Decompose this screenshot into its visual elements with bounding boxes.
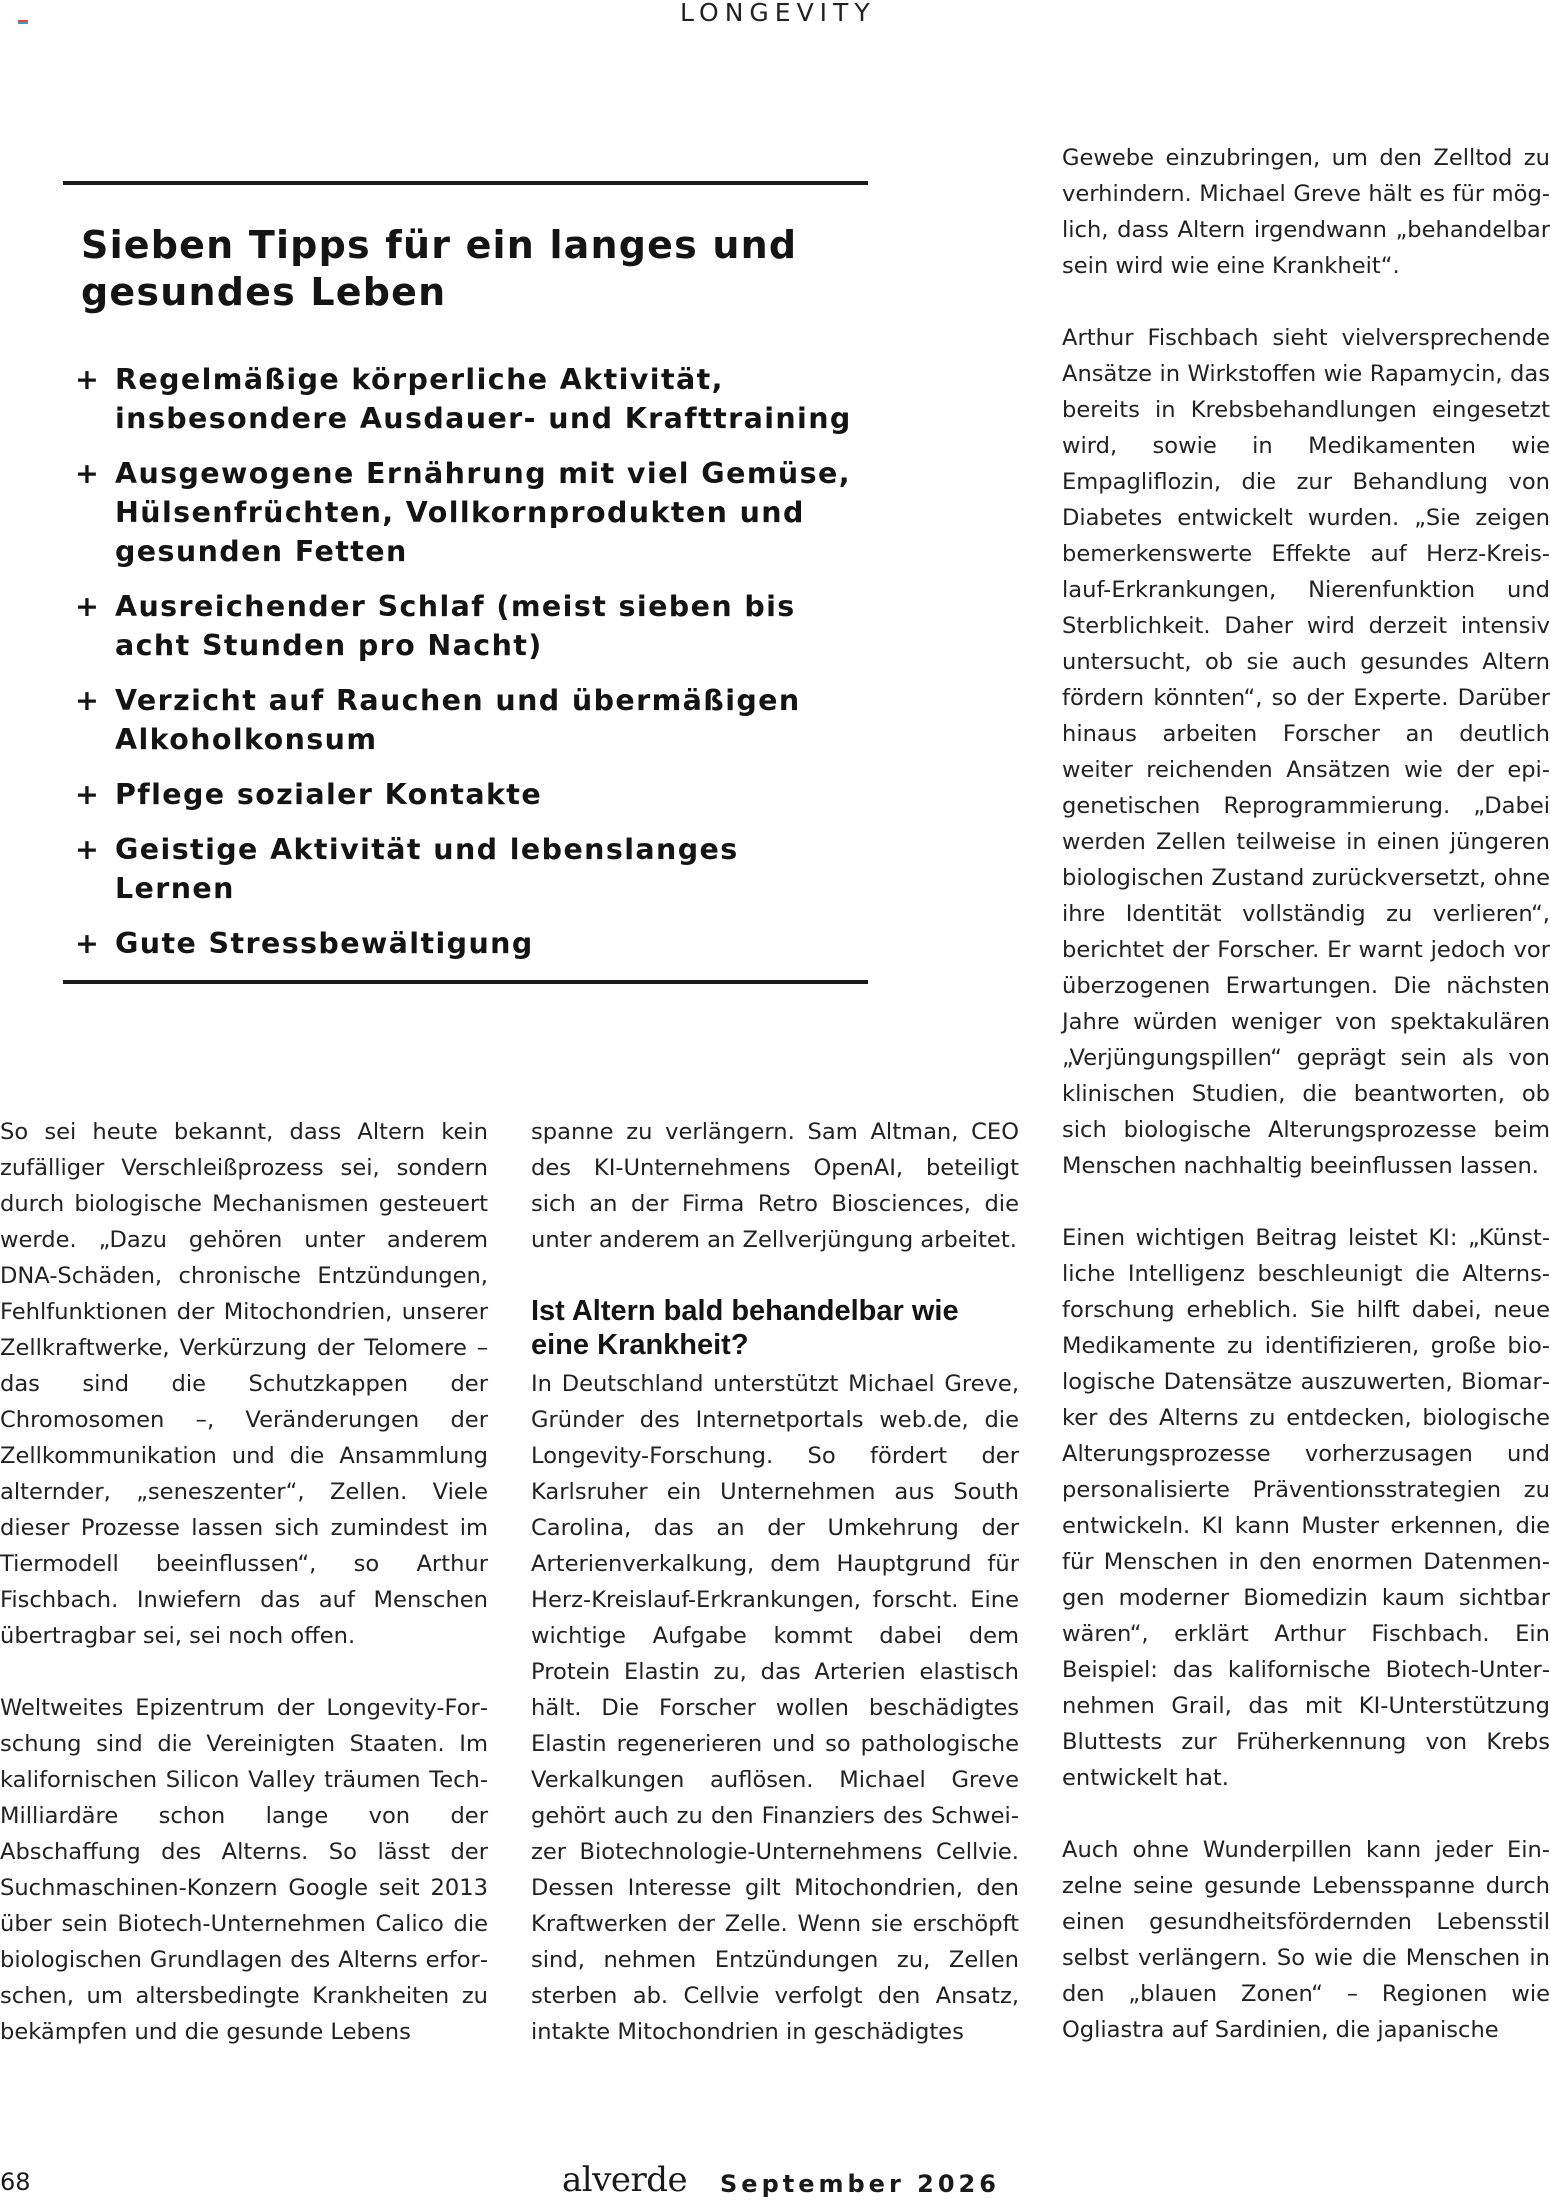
article-paragraph: In Deutschland unterstützt Michael Greve, Gründer des Internetportals web.de, die Longevity-Forschung. So fördert der Karlsruher ein Unternehmen aus South Carolina, das an der Umkehrung der Arterienverkalkung, dem Hauptgrund für Herz-Kreislauf-Erkrankungen, forscht. Eine wichtige Aufgabe kommt dabei dem Protein Elastin zu, das Arterien elastisch hält. Die Forscher wollen beschädigtes Elastin regenerieren und so pathologische Verkalkungen auflösen. Michael Greve gehört auch zu den Finanziers des Schweizer Biotechnologie-Unternehmens Cellvie. Dessen Interesse gilt Mitochondrien, den Kraftwerken der Zelle. Wenn sie erschöpft sind, nehmen Entzündungen zu, Zellen sterben ab. Cellvie verfolgt den Ansatz, intakte Mitochondrien in geschädigtes [531, 1371, 1019, 2045]
tips-list [75, 360, 865, 979]
plus-icon: + [75, 363, 101, 396]
tip-item [75, 775, 865, 814]
tip-text: Gute Stressbewältigung [115, 927, 534, 960]
tip-item [75, 924, 865, 963]
issue-date: September 2026 [720, 2170, 1000, 2198]
article-paragraph: Arthur Fischbach sieht vielversprechende Ansätze in Wirkstoffen wie Rapamycin, das bereits in Krebsbehandlungen eingesetzt wird, sowie in Medikamenten wie Empagliflozin, die zur Behandlung von Diabetes entwickelt wurden. „Sie zeigen bemerkenswerte Effekte auf Herz-Kreislauf-Erkrankungen, Nierenfunktion und Sterblichkeit. Daher wird derzeit intensiv untersucht, ob sie auch gesundes Altern fördern könnten“, so der Experte. Darüber hinaus arbeiten Forscher an deutlich weiter reichenden Ansätzen wie der epigenetischen Reprogrammierung. „Dabei werden Zellen teilweise in einen jüngeren biologischen Zustand zurückversetzt, ohne ihre Identität vollständig zu verlieren“, berichtet der Forscher. Er warnt jedoch vor überzogenen Erwartungen. Die nächsten Jahre würden weniger von spektakulären „Verjüngungspillen“ geprägt sein als von klinischen Studien, die beantworten, ob sich biologische Alterungsprozesse beim Menschen nachhaltig beeinflussen lassen. [1062, 325, 1550, 1179]
plus-icon: + [75, 590, 101, 623]
article-paragraph: spanne zu verlängern. Sam Altman, CEO des KI-Unternehmens OpenAI, beteiligt sich an der Firma Retro Biosciences, die unter anderem an Zellverjüngung arbeitet. [531, 1119, 1019, 1253]
plus-icon: + [75, 927, 101, 960]
plus-icon: + [75, 778, 101, 811]
article-paragraph: Einen wichtigen Beitrag leistet KI: „Künstliche Intelligenz beschleunigt die Alternsforschung erheblich. Sie hilft dabei, neue Medikamente zu identifizieren, große biologische Datensätze auszuwerten, Biomarker des Alterns zu entdecken, biologische Alterungsprozesse vorherzusagen und personalisierte Präventionsstrategien zu entwickeln. KI kann Muster erkennen, die für Menschen in den enormen Datenmengen moderner Biomedizin kaum sichtbar wären“, erklärt Arthur Fischbach. Ein Beispiel: das kalifornische Biotech-Unternehmen Grail, das mit KI-Unterstützung Bluttests zur Früherkennung von Krebs entwickelt hat. [1062, 1225, 1550, 1791]
tips-box-top-rule [63, 181, 868, 185]
tip-item [75, 681, 865, 759]
corner-color-mark [18, 20, 28, 24]
tip-text: Regelmäßige körperliche Aktivität, insbesondere Ausdauer- und Krafttraining [115, 363, 852, 435]
tip-text: Pflege sozialer Kontakte [115, 778, 543, 811]
article-subheading: Ist Altern bald behandelbar wie eine Krankheit? [531, 1295, 959, 1361]
tip-item [75, 360, 865, 438]
article-paragraph: Gewebe einzubringen, um den Zelltod zu verhindern. Michael Greve hält es für möglich, dass Altern irgendwann „behandelbar sein wird wie eine Krankheit“. [1062, 145, 1550, 279]
tip-text: Verzicht auf Rauchen und übermäßigen Alkoholkonsum [115, 684, 801, 756]
brand-logo: alverde [562, 2160, 688, 2200]
article-paragraph: So sei heute bekannt, dass Altern kein zufälliger Verschleißprozess sei, sondern durch biologische Mechanismen gesteuert werde. „Dazu gehören unter anderem DNA-Schäden, chronische Entzündungen, Fehlfunktionen der Mitochondrien, unserer Zellkraftwerke, Verkürzung der Telomere – das sind die Schutzkappen der Chromosomen –, Veränderungen der Zellkommunikation und die Ansammlung alternder, „seneszenter“, Zellen. Viele dieser Prozesse lassen sich zumindest im Tiermodell beeinflussen“, so Arthur Fischbach. Inwiefern das auf Menschen übertragbar sei, sei noch offen. [0, 1119, 488, 1649]
tip-text: Ausgewogene Ernährung mit viel Gemüse, Hülsenfrüchten, Vollkornprodukten und gesunden Fetten [115, 457, 851, 568]
article-paragraph: Auch ohne Wunderpillen kann jeder Einzelne seine gesunde Lebensspanne durch einen gesundheitsfördernden Lebensstil selbst verlängern. So wie die Menschen in den „blauen Zonen“ – Regionen wie Ogliastra auf Sardinien, die japanische [1062, 1837, 1550, 2043]
article-column-3 [1062, 140, 1550, 2048]
article-paragraph: Weltweites Epizentrum der Longevity-Forschung sind die Vereinigten Staaten. Im kalifornischen Silicon Valley träumen Tech-Milliardäre schon lange von der Abschaffung des Alterns. So lässt der Suchmaschinen-Konzern Google seit 2013 über sein Biotech-Unternehmen Calico die biologischen Grundlagen des Alterns erforschen, um altersbedingte Krankheiten zu bekämpfen und die gesunde Lebens [0, 1695, 488, 2045]
tip-item [75, 454, 865, 571]
plus-icon: + [75, 833, 101, 866]
tips-box-bottom-rule [63, 980, 868, 984]
tip-item [75, 830, 865, 908]
plus-icon: + [75, 457, 101, 490]
tip-text: Geistige Aktivität und lebenslanges Lernen [115, 833, 739, 905]
plus-icon: + [75, 684, 101, 717]
section-header: LONGEVITY [680, 0, 876, 27]
article-column-1 [0, 1114, 488, 2050]
article-column-2 [531, 1114, 1019, 2050]
page-number: 68 [0, 2168, 31, 2196]
tip-text: Ausreichender Schlaf (meist sieben bis acht Stunden pro Nacht) [115, 590, 796, 662]
tips-box-title: Sieben Tipps für ein langes und gesundes Leben [81, 223, 798, 314]
tip-item [75, 587, 865, 665]
